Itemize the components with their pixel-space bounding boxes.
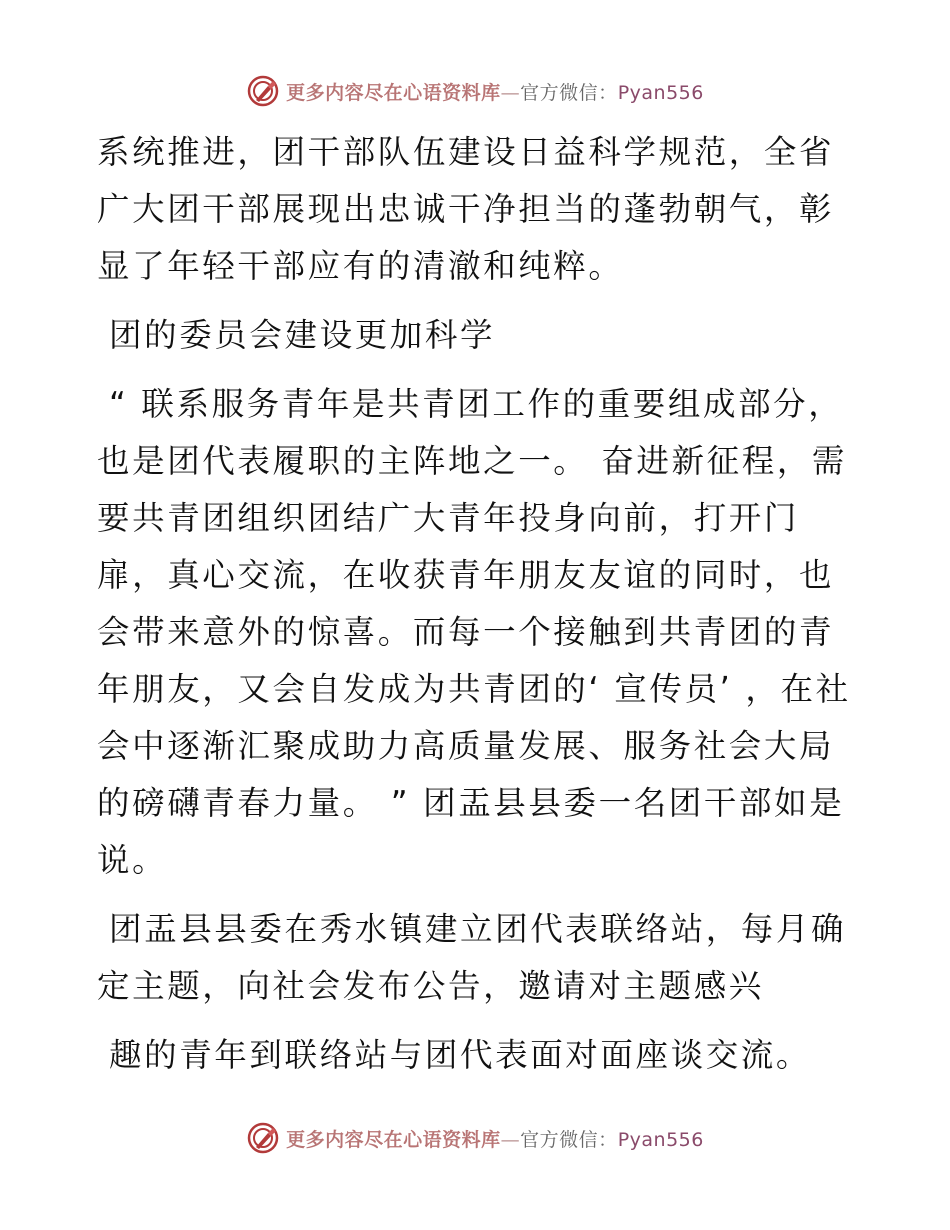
paragraph-1: 系统推进，团干部队伍建设日益科学规范，全省广大团干部展现出忠诚干净担当的蓬勃朝气，彰显了年轻干部应有的清澈和纯粹。 bbox=[97, 133, 835, 285]
header-banner-text bbox=[286, 78, 704, 105]
logo-icon bbox=[246, 1121, 280, 1155]
footer-wechat-id: Pyan556 bbox=[617, 1128, 704, 1151]
document-body bbox=[97, 124, 867, 1096]
logo-icon bbox=[246, 74, 280, 108]
header-dash: — bbox=[500, 81, 521, 104]
footer-banner-text bbox=[286, 1125, 704, 1152]
footer-promo-text: 更多内容尽在心语资料库 bbox=[286, 1128, 501, 1151]
header-promo-text: 更多内容尽在心语资料库 bbox=[286, 81, 501, 104]
footer-dash: — bbox=[500, 1128, 521, 1151]
paragraph-liaison-continued: 趣的青年到联络站与团代表面对面座谈交流。 bbox=[109, 1036, 812, 1074]
header-wechat-id: Pyan556 bbox=[617, 81, 704, 104]
footer-banner bbox=[0, 1116, 950, 1160]
header-official-label: 官方微信： bbox=[520, 81, 618, 104]
header-banner bbox=[0, 69, 950, 113]
footer-official-label: 官方微信： bbox=[520, 1128, 618, 1151]
paragraph-liaison-station: 团盂县县委在秀水镇建立团代表联络站，每月确定主题，向社会发布公告，邀请对主题感兴 bbox=[97, 910, 847, 1005]
section-heading: 团的委员会建设更加科学 bbox=[109, 316, 496, 354]
paragraph-quote: “ 联系服务青年是共青团工作的重要组成部分，也是团代表履职的主阵地之一。 奋进新征程，需要共青团组织团结广大青年投身向前，打开门扉，真心交流，在收获青年朋友友谊的同时，也会带来意外的惊喜。而每一个接触到共青团的青年朋友，又会自发成为共青团的‘ 宣传员’ ，在社会中逐渐汇聚成助力高质量发展、服务社会大局的磅礴青春力量。 ” 团盂县县委一名团干部如是说。 bbox=[97, 385, 851, 879]
